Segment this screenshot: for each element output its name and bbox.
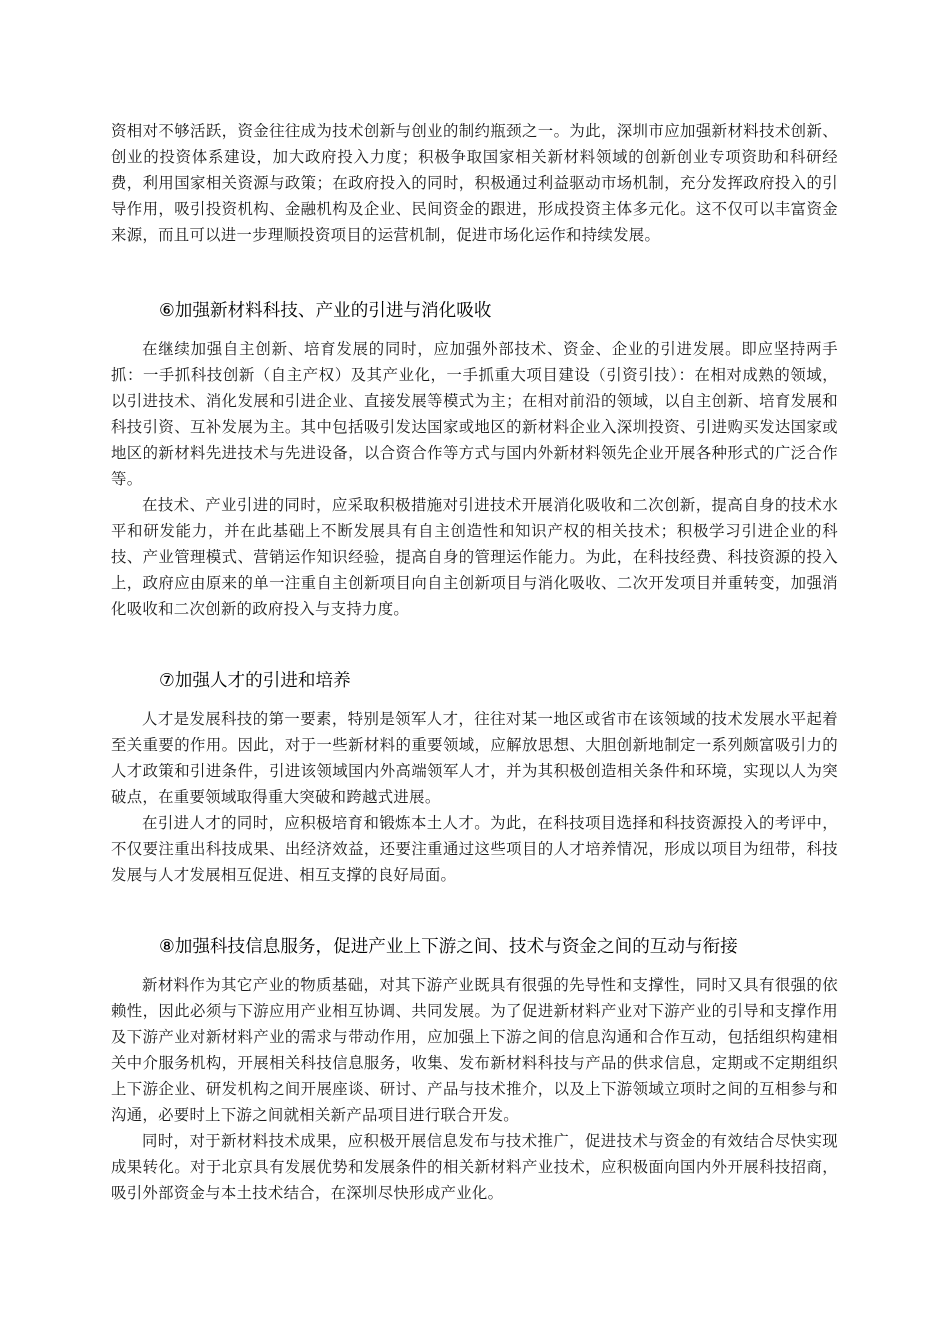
section-heading-8: ⑧加强科技信息服务，促进产业上下游之间、技术与资金之间的互动与衔接 bbox=[159, 937, 738, 957]
section-heading-7: ⑦加强人才的引进和培养 bbox=[159, 671, 351, 691]
document-page bbox=[111, 118, 838, 1206]
section-8-paragraph-2: 同时，对于新材料技术成果，应积极开展信息发布与技术推广，促进技术与资金的有效结合尽快实现成果转化。对于北京具有发展优势和发展条件的相关新材料产业技术，应积极面向国内外开展科技招商，吸引外部资金与本土技术结合，在深圳尽快形成产业化。 bbox=[111, 1132, 838, 1202]
section-6-paragraph-2: 在技术、产业引进的同时，应采取积极措施对引进技术开展消化吸收和二次创新，提高自身的技术水平和研发能力，并在此基础上不断发展具有自主创造性和知识产权的相关技术；积极学习引进企业的科技、产业管理模式、营销运作知识经验，提高自身的管理运作能力。为此，在科技经费、科技资源的投入上，政府应由原来的单一注重自主创新项目向自主创新项目与消化吸收、二次开发项目并重转变，加强消化吸收和二次创新的政府投入与支持力度。 bbox=[111, 496, 838, 618]
section-7-paragraph-1: 人才是发展科技的第一要素，特别是领军人才，往往对某一地区或省市在该领域的技术发展水平起着至关重要的作用。因此，对于一些新材料的重要领域，应解放思想、大胆创新地制定一系列颇富吸引力的人才政策和引进条件，引进该领域国内外高端领军人才，并为其积极创造相关条件和环境，实现以人为突破点，在重要领域取得重大突破和跨越式进展。 bbox=[111, 710, 838, 806]
section-7-paragraph-2: 在引进人才的同时，应积极培育和锻炼本土人才。为此，在科技项目选择和科技资源投入的考评中，不仅要注重出科技成果、出经济效益，还要注重通过这些项目的人才培养情况，形成以项目为纽带，科技发展与人才发展相互促进、相互支撑的良好局面。 bbox=[111, 814, 838, 884]
section-6-paragraph-1: 在继续加强自主创新、培育发展的同时，应加强外部技术、资金、企业的引进发展。即应坚持两手抓：一手抓科技创新（自主产权）及其产业化，一手抓重大项目建设（引资引技）：在相对成熟的领域，以引进技术、消化发展和引进企业、直接发展等模式为主；在相对前沿的领域，以自主创新、培育发展和科技引资、互补发展为主。其中包括吸引发达国家或地区的新材料企业入深圳投资、引进购买发达国家或地区的新材料先进技术与先进设备，以合资合作等方式与国内外新材料领先企业开展各种形式的广泛合作等。 bbox=[111, 340, 838, 488]
intro-paragraph: 资相对不够活跃，资金往往成为技术创新与创业的制约瓶颈之一。为此，深圳市应加强新材料技术创新、创业的投资体系建设，加大政府投入力度；积极争取国家相关新材料领域的创新创业专项资助和科研经费，利用国家相关资源与政策；在政府投入的同时，积极通过利益驱动市场机制，充分发挥政府投入的引导作用，吸引投资机构、金融机构及企业、民间资金的跟进，形成投资主体多元化。这不仅可以丰富资金来源，而且可以进一步理顺投资项目的运营机制，促进市场化运作和持续发展。 bbox=[111, 122, 838, 244]
section-heading-6: ⑥加强新材料科技、产业的引进与消化吸收 bbox=[159, 301, 492, 321]
section-8-paragraph-1: 新材料作为其它产业的物质基础，对其下游产业既具有很强的先导性和支撑性，同时又具有很强的依赖性，因此必须与下游应用产业相互协调、共同发展。为了促进新材料产业对下游产业的引导和支撑作用及下游产业对新材料产业的需求与带动作用，应加强上下游之间的信息沟通和合作互动，包括组织构建相关中介服务机构，开展相关科技信息服务，收集、发布新材料科技与产品的供求信息，定期或不定期组织上下游企业、研发机构之间开展座谈、研讨、产品与技术推介，以及上下游领域立项时之间的互相参与和沟通，必要时上下游之间就相关新产品项目进行联合开发。 bbox=[111, 976, 838, 1124]
